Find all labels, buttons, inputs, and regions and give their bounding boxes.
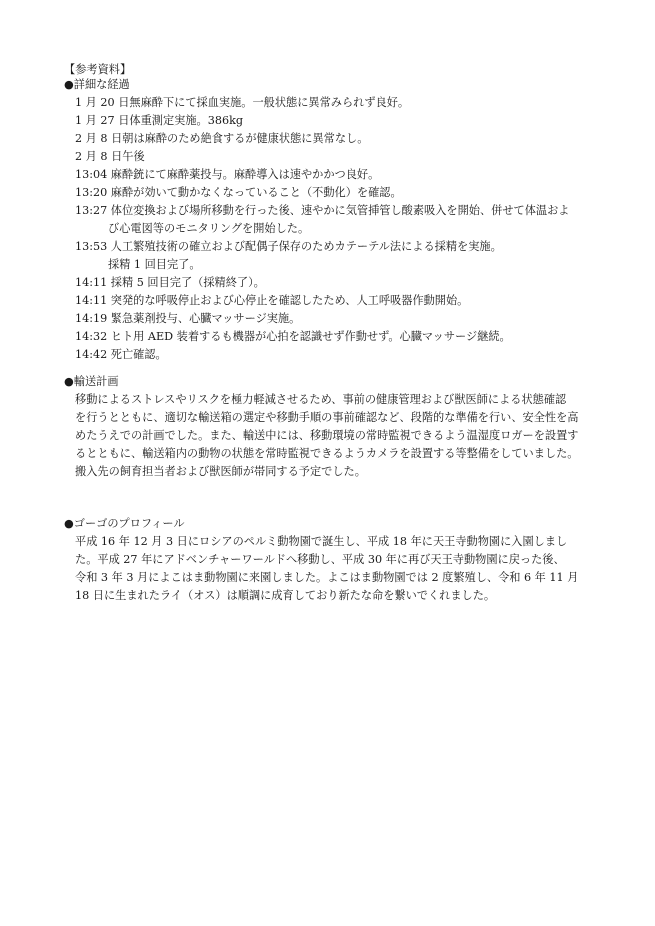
profile-line: 平成 16 年 12 月 3 日にロシアのペルミ動物園で誕生し、平成 18 年に天王寺動物園に入園しまし [75, 535, 568, 548]
timeline-line: 14:11 突発的な呼吸停止および心停止を確認したため、人工呼吸器作動開始。 [75, 294, 469, 307]
transport-plan-line: めたうえでの計画でした。また、輸送中には、移動環境の常時監視できるよう温湿度ロガーを設置す [75, 429, 579, 442]
timeline-line: 14:32 ヒト用 AED 装着するも機器が心拍を認識せず作動せず。心臓マッサージ継続。 [75, 330, 511, 343]
profile-line: た。平成 27 年にアドベンチャーワールドへ移動し、平成 30 年に再び天王寺動物園に戻った後、 [75, 553, 565, 566]
timeline-line: 13:53 人工繁殖技術の確立および配偶子保存のためカテーテル法による採精を実施。 [75, 240, 502, 253]
transport-plan-line: 移動によるストレスやリスクを極力軽減させるため、事前の健康管理および獣医師による状態確認 [75, 393, 567, 406]
transport-plan-line: るとともに、輸送箱内の動物の状態を常時監視できるようカメラを設置する等整備をしていました。 [75, 447, 579, 460]
reference-title: 【参考資料】 [64, 63, 132, 76]
timeline-line: 13:04 麻酔銃にて麻酔薬投与。麻酔導入は速やかかつ良好。 [75, 168, 380, 181]
timeline-line: 2 月 8 日午後 [75, 150, 145, 163]
transport-plan-line: を行うとともに、適切な輸送箱の選定や移動手順の事前確認など、段階的な準備を行い、安全性を高 [75, 411, 579, 424]
timeline-line: 2 月 8 日朝は麻酔のため絶食するが健康状態に異常なし。 [75, 132, 369, 145]
timeline-line-continued: び心電図等のモニタリングを開始した。 [108, 222, 310, 235]
section-heading-profile: ●ゴーゴのプロフィール [64, 517, 185, 530]
section-heading-timeline: ●詳細な経過 [64, 78, 130, 91]
profile-line: 18 日に生まれたライ（オス）は順調に成育しており新たな命を繋いでくれました。 [75, 589, 496, 602]
timeline-line: 14:11 採精 5 回目完了（採精終了）。 [75, 276, 265, 289]
timeline-line: 13:20 麻酔が効いて動かなくなっていること（不動化）を確認。 [75, 186, 402, 199]
profile-line: 令和 3 年 3 月によこはま動物園に来園しました。よこはま動物園では 2 度繁殖し、令和 6 年 11 月 [75, 571, 579, 584]
section-heading-transport-plan: ●輸送計画 [64, 375, 119, 388]
timeline-line: 14:19 緊急薬剤投与、心臓マッサージ実施。 [75, 312, 301, 325]
timeline-line: 14:42 死亡確認。 [75, 348, 167, 361]
timeline-line: 1 月 27 日体重測定実施。386kg [75, 114, 244, 127]
transport-plan-line: 搬入先の飼育担当者および獣医師が帯同する予定でした。 [75, 465, 366, 478]
timeline-line: 1 月 20 日無麻酔下にて採血実施。一般状態に異常みられず良好。 [75, 96, 410, 109]
timeline-line: 13:27 体位変換および場所移動を行った後、速やかに気管挿管し酸素吸入を開始、併せて体温およ [75, 204, 570, 217]
timeline-line-continued: 採精 1 回目完了。 [108, 258, 201, 271]
